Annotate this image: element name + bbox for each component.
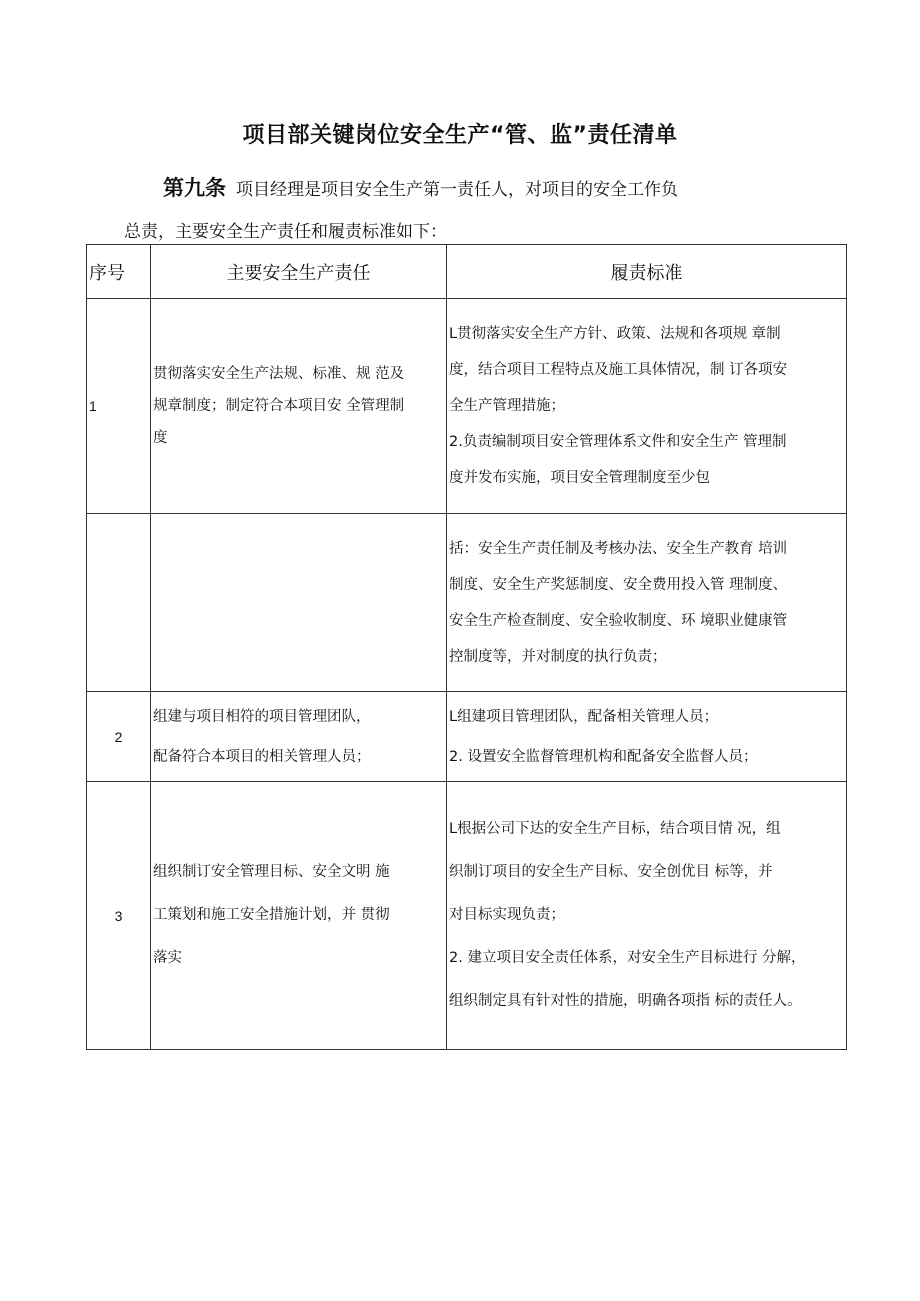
header-standard: 履责标准	[447, 245, 847, 299]
responsibility-line: 组建与项目相符的项目管理团队，	[153, 708, 371, 725]
header-no: 序号	[87, 245, 151, 299]
standard-cell	[447, 782, 847, 1050]
responsibility-line: 度	[153, 430, 168, 446]
responsibility-cell	[151, 692, 447, 782]
row-number: 1	[87, 299, 151, 514]
standard-line: 全生产管理措施；	[449, 398, 565, 414]
article-number: 第九条	[163, 176, 226, 200]
article-text-line1: 项目经理是项目安全生产第一责任人，对项目的安全工作负	[236, 180, 678, 200]
standard-line: 控制度等，并对制度的执行负责；	[449, 648, 667, 665]
standard-line: 组织制定具有针对性的措施，明确各项指 标的责任人。	[449, 993, 802, 1009]
standard-line: 2. 建立项目安全责任体系，对安全生产目标进行 分解，	[449, 950, 806, 966]
standard-line: L贯彻落实安全生产方针、政策、法规和各项规 章制	[449, 326, 781, 342]
standard-line: 织制订项目的安全生产目标、安全创优目 标等，并	[449, 864, 773, 880]
table-row	[87, 782, 847, 1050]
standard-line: L根据公司下达的安全生产目标，结合项目情 况，组	[449, 821, 781, 837]
standard-cell	[447, 299, 847, 514]
standard-line: 2.负责编制项目安全管理体系文件和安全生产 管理制	[449, 434, 787, 450]
responsibility-table	[86, 244, 847, 1050]
table-row	[87, 692, 847, 782]
standard-cell	[447, 692, 847, 782]
document-title: 项目部关键岗位安全生产“管、监”责任清单	[242, 123, 678, 148]
standard-line: 度并发布实施，项目安全管理制度至少包	[449, 470, 710, 486]
row-number: 3	[87, 782, 151, 1050]
standard-line: 安全生产检查制度、安全验收制度、环 境职业健康管	[449, 612, 788, 629]
responsibility-line: 配备符合本项目的相关管理人员；	[153, 748, 371, 765]
table-row	[87, 299, 847, 514]
row-number	[87, 514, 151, 692]
header-responsibility: 主要安全生产责任	[151, 245, 447, 299]
article-intro	[163, 172, 678, 202]
standard-line: 对目标实现负责；	[449, 907, 565, 923]
article-text-line2: 总责，主要安全生产责任和履责标准如下：	[124, 222, 447, 242]
responsibility-line: 组织制订安全管理目标、安全文明 施	[153, 864, 390, 880]
standard-line: L组建项目管理团队，配备相关管理人员；	[449, 708, 719, 725]
responsibility-line: 贯彻落实安全生产法规、标准、规 范及	[153, 366, 405, 382]
standard-line: 制度、安全生产奖惩制度、安全费用投入管 理制度、	[449, 576, 788, 593]
responsibility-cell	[151, 299, 447, 514]
standard-cell	[447, 514, 847, 692]
responsibility-cell	[151, 782, 447, 1050]
responsibility-line: 落实	[153, 950, 182, 966]
standard-line: 2. 设置安全监督管理机构和配备安全监督人员；	[449, 748, 758, 765]
responsibility-cell	[151, 514, 447, 692]
responsibility-line: 规章制度；制定符合本项目安 全管理制	[153, 398, 405, 414]
standard-line: 度，结合项目工程特点及施工具体情况，制 订各项安	[449, 362, 788, 378]
table-row	[87, 514, 847, 692]
responsibility-line: 工策划和施工安全措施计划，并 贯彻	[153, 907, 390, 923]
row-number: 2	[87, 692, 151, 782]
standard-line: 括：安全生产责任制及考核办法、安全生产教育 培训	[449, 540, 788, 557]
table-header-row	[87, 245, 847, 299]
